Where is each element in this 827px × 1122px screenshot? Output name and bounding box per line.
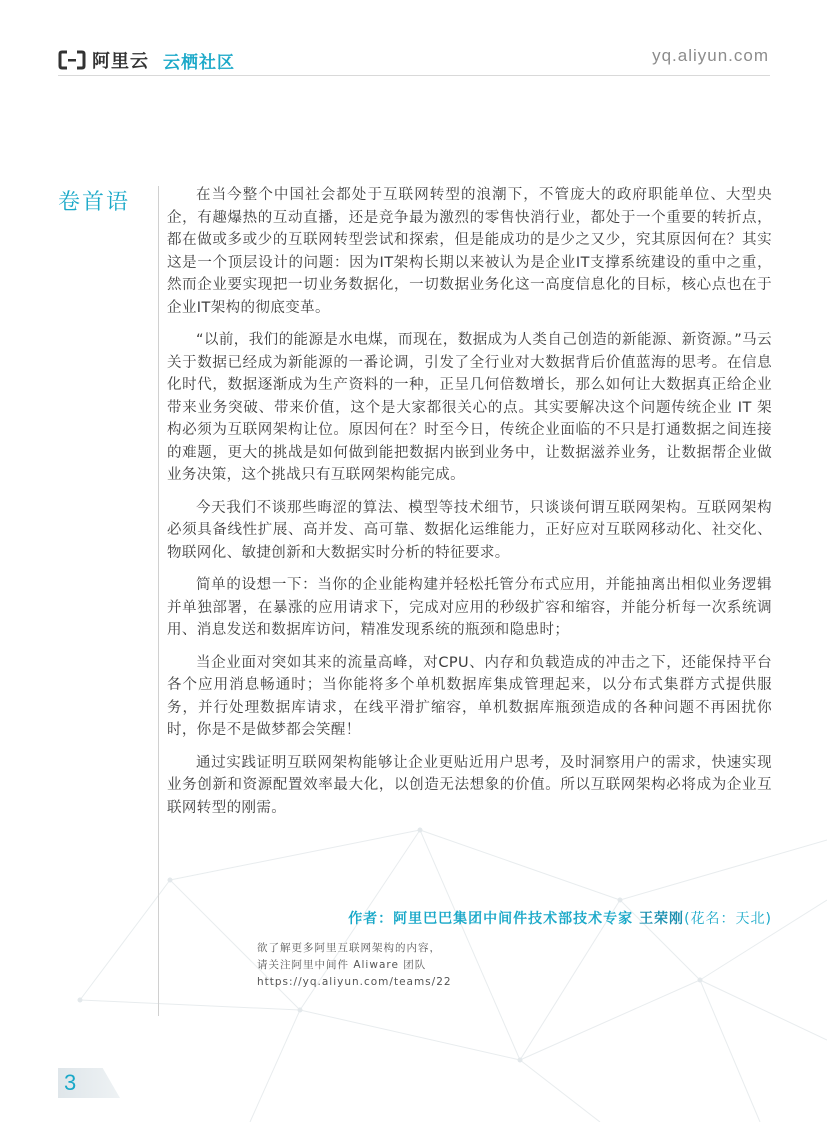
author-line	[167, 908, 772, 928]
paragraph: 当企业面对突如其来的流量高峰，对CPU、内存和负载造成的冲击之下，还能保持平台各个应用消息畅通时；当你能将多个单机数据库集成管理起来，以分布式集群方式提供服务，并行处理数据库请求，在线平滑扩缩容，单机数据库瓶颈造成的各种问题不再困扰你时，你是不是做梦都会笑醒！	[167, 654, 772, 738]
follow-note	[257, 940, 452, 991]
community-name: 云栖社区	[163, 52, 235, 72]
paragraph: 在当今整个中国社会都处于互联网转型的浪潮下，不管庞大的政府职能单位、大型央企，有趣爆热的互动直播，还是竞争最为激烈的零售快消行业，都处于一个重要的转折点，都在做或多或少的互联网转型尝试和探索，但是能成功的是少之又少，究其原因何在？其实这是一个顶层设计的问题：因为IT架构长期以来被认为是企业IT支撑系统建设的重中之重，然而企业要实现把一切业务数据化，一切数据业务化这一高度信息化的目标，核心点也在于企业IT架构的彻底变革。	[167, 187, 772, 316]
aliyun-logo-icon	[58, 50, 86, 70]
author-alias: (花名：天北)	[684, 911, 772, 927]
note-line: 请关注阿里中间件 Aliware 团队	[257, 959, 427, 971]
note-line: 欲了解更多阿里互联网架构的内容，	[257, 942, 441, 954]
author-label: 作者：阿里巴巴集团中间件技术部技术专家	[348, 911, 634, 927]
aliyun-logo	[58, 47, 235, 73]
paragraph: 今天我们不谈那些晦涩的算法、模型等技术细节，只谈谈何谓互联网架构。互联网架构必须具备线性扩展、高并发、高可靠、数据化运维能力，正好应对互联网移动化、社交化、物联网化、敏捷创新和大数据实时分析的特征要求。	[167, 499, 772, 561]
section-title: 卷首语	[58, 190, 131, 215]
author-name: 王荣刚	[639, 911, 685, 927]
note-link[interactable]: https://yq.aliyun.com/teams/22	[257, 976, 452, 988]
paragraph: “以前，我们的能源是水电煤，而现在，数据成为人类自己创造的新能源、新资源。”马云关于数据已经成为新能源的一番论调，引发了全行业对大数据背后价值蓝海的思考。在信息化时代，数据逐渐成为生产资料的一种，正呈几何倍数增长，那么如何让大数据真正给企业带来业务突破、带来价值，这个是大家都很关心的点。其实要解决这个问题传统企业 IT 架构必须为互联网架构让位。原因何在？时至今日，传统企业面临的不只是打通数据之间连接的难题，更大的挑战是如何做到能把数据内嵌到业务中，让数据滋养业务，让数据帮企业做业务决策，这个挑战只有互联网架构能完成。	[167, 332, 772, 483]
paragraph: 通过实践证明互联网架构能够让企业更贴近用户思考，及时洞察用户的需求，快速实现业务创新和资源配置效率最大化，以创造无法想象的价值。所以互联网架构必将成为企业互联网转型的刚需。	[167, 754, 772, 816]
article-body	[167, 184, 772, 829]
paragraph: 简单的设想一下：当你的企业能构建并轻松托管分布式应用，并能抽离出相似业务逻辑并单独部署，在暴涨的应用请求下，完成对应用的秒级扩容和缩容，并能分析每一次系统调用、消息发送和数据库访问，精准发现系统的瓶颈和隐患时；	[167, 577, 772, 638]
site-url[interactable]: yq.aliyun.com	[652, 46, 769, 65]
page-number: 3	[64, 1070, 77, 1095]
page-header	[0, 0, 827, 76]
brand-name: 阿里云	[92, 51, 149, 71]
header-divider	[58, 75, 770, 76]
page-number-tab	[58, 1068, 120, 1098]
vertical-divider	[158, 186, 159, 1016]
